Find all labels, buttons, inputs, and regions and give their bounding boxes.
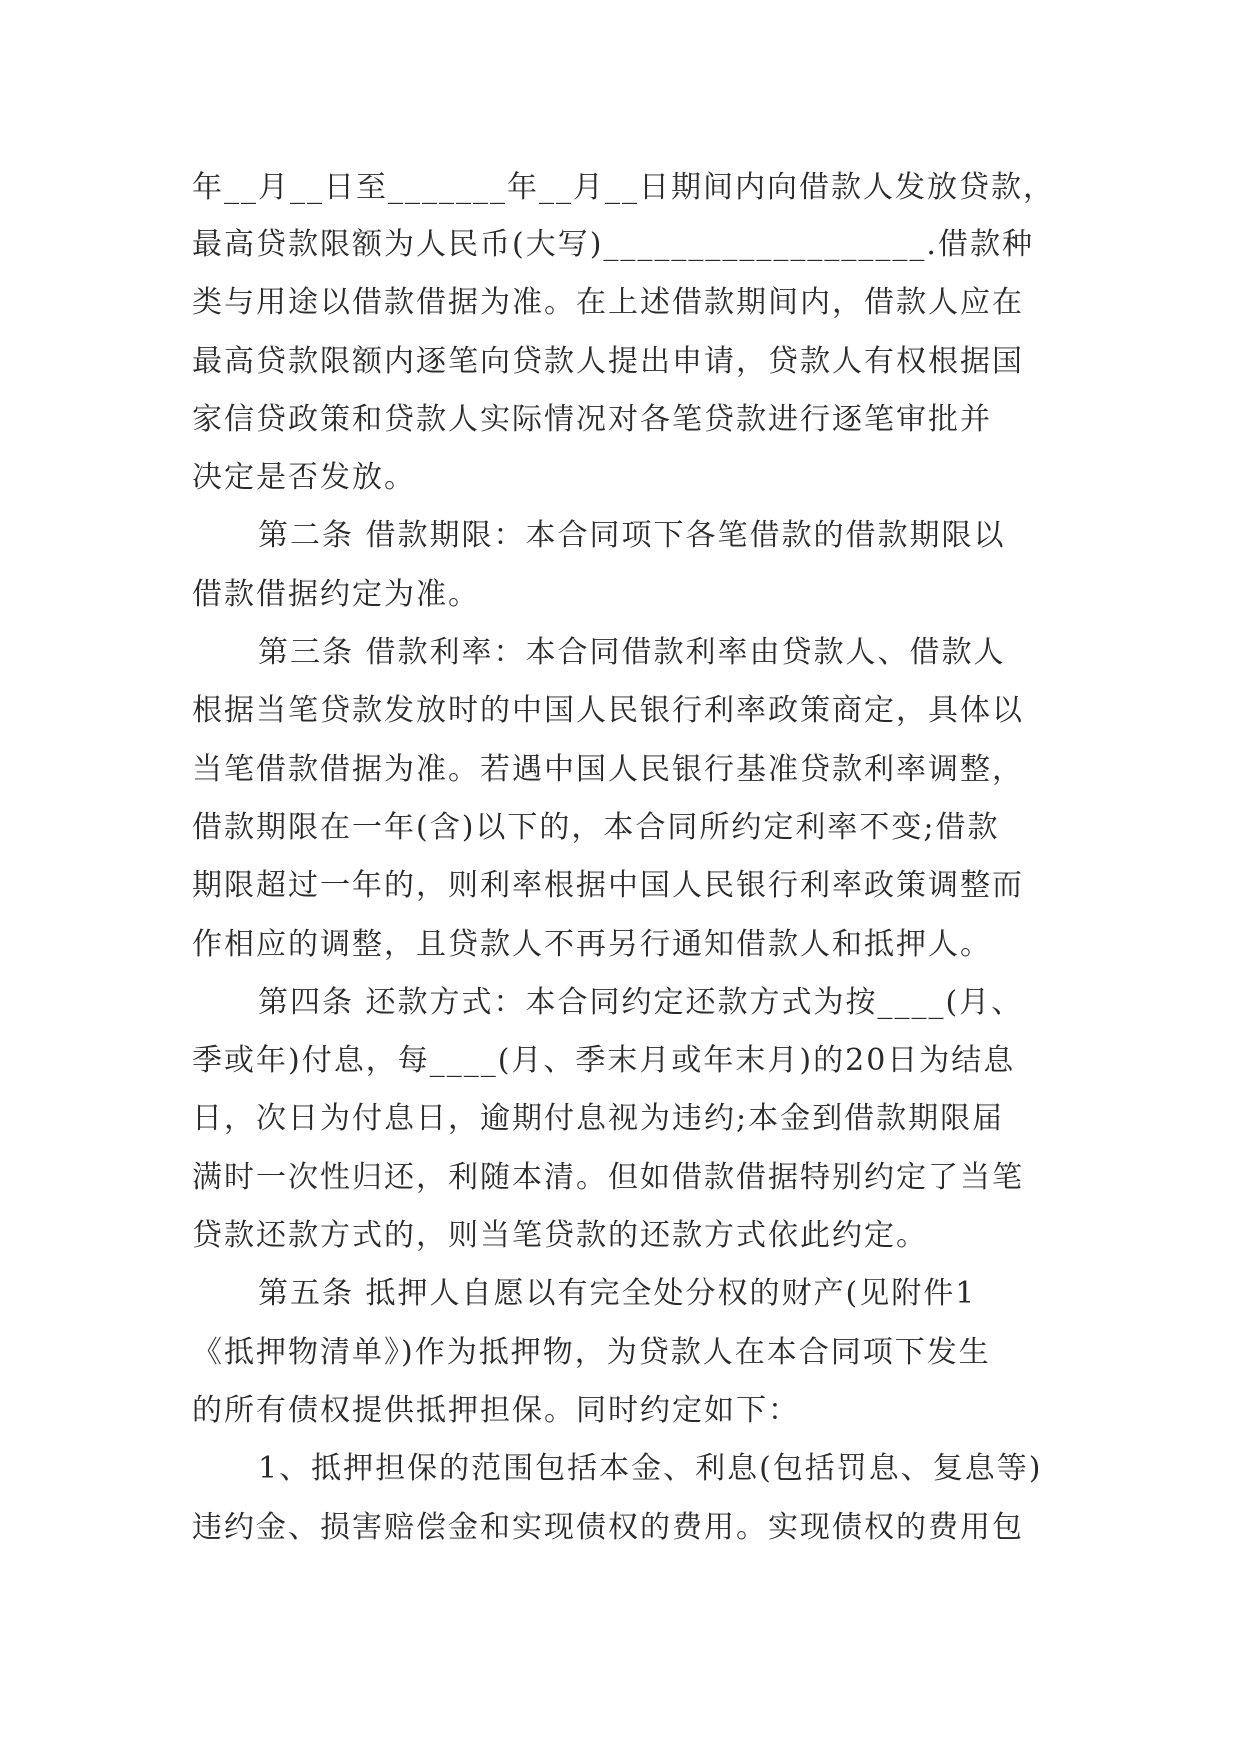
text-line: 最高贷款限额为人民币(大写)___________________.借款种 bbox=[192, 227, 1034, 262]
text-line: 季或年)付息，每____(月、季末月或年末月)的20日为结息 bbox=[192, 1043, 1016, 1079]
text-line: 满时一次性归还，利随本清。但如借款借据特别约定了当笔 bbox=[192, 1159, 1024, 1195]
article-4-heading-line: 第四条 还款方式：本合同约定还款方式为按____(月、 bbox=[258, 984, 1024, 1020]
article-2-heading-line: 第二条 借款期限：本合同项下各笔借款的借款期限以 bbox=[258, 518, 1006, 554]
text-line: 类与用途以借款借据为准。在上述借款期间内，借款人应在 bbox=[192, 285, 1024, 321]
text-line: 当笔借款借据为准。若遇中国人民银行基准贷款利率调整， bbox=[192, 751, 1024, 787]
text-line: 借款期限在一年(含)以下的，本合同所约定利率不变;借款 bbox=[192, 809, 1000, 845]
contract-body bbox=[192, 160, 1062, 1557]
text-line: 违约金、损害赔偿金和实现债权的费用。实现债权的费用包 bbox=[192, 1509, 1024, 1545]
text-line: 最高贷款限额内逐笔向贷款人提出申请，贷款人有权根据国 bbox=[192, 343, 1024, 379]
text-line: 家信贷政策和贷款人实际情况对各笔贷款进行逐笔审批并 bbox=[192, 401, 992, 437]
text-line: 期限超过一年的，则利率根据中国人民银行利率政策调整而 bbox=[192, 868, 1024, 904]
text-line: 《抵押物清单》)作为抵押物，为贷款人在本合同项下发生 bbox=[192, 1334, 991, 1370]
text-line: 年__月__日至_______年__月__日期间内向借款人发放贷款， bbox=[192, 170, 1055, 205]
text-line: 根据当笔贷款发放时的中国人民银行利率政策商定，具体以 bbox=[192, 693, 1024, 729]
article-5-heading-line: 第五条 抵押人自愿以有完全处分权的财产(见附件1 bbox=[258, 1276, 977, 1312]
text-line: 决定是否发放。 bbox=[192, 460, 416, 496]
article-3-heading-line: 第三条 借款利率：本合同借款利率由贷款人、借款人 bbox=[258, 635, 1006, 671]
text-line: 日，次日为付息日，逾期付息视为违约;本金到借款期限届 bbox=[192, 1101, 1005, 1137]
text-line: 作相应的调整，且贷款人不再另行通知借款人和抵押人。 bbox=[192, 926, 992, 962]
text-line: 贷款还款方式的，则当笔贷款的还款方式依此约定。 bbox=[192, 1218, 928, 1254]
clause-1-line: 1、抵押担保的范围包括本金、利息(包括罚息、复息等) bbox=[258, 1451, 1043, 1487]
text-line: 借款借据约定为准。 bbox=[192, 576, 480, 612]
text-line: 的所有债权提供抵押担保。同时约定如下： bbox=[192, 1392, 800, 1428]
